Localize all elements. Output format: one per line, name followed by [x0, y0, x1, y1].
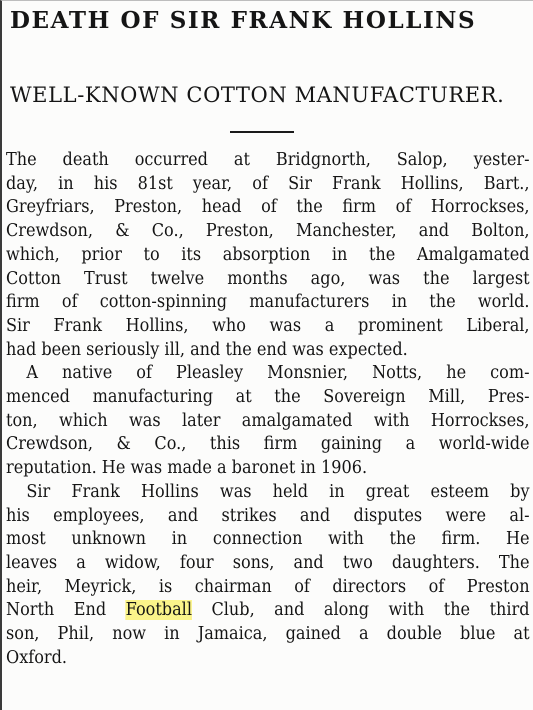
article-line: Oxford. — [6, 647, 68, 668]
article-line: had been seriously ill, and the end was expected. — [6, 339, 408, 360]
article-line: Cotton Trust twelve months ago, was the largest — [6, 268, 530, 289]
article-line: Crewdson, & Co., this firm gaining a world-wide — [6, 434, 530, 455]
article-line: day, in his 81st year, of Sir Frank Hollins, Bart., — [6, 173, 530, 194]
article-line: ton, which was later amalgamated with Horrockses, — [6, 410, 530, 431]
article-line: menced manufacturing at the Sovereign Mill, Pres- — [6, 387, 530, 408]
article-line: Sir Frank Hollins was held in great esteem by — [26, 481, 530, 502]
article-line: Sir Frank Hollins, who was a prominent Liberal, — [6, 315, 530, 336]
article-body — [6, 149, 530, 670]
article-line: his employees, and strikes and disputes were al- — [6, 505, 530, 526]
article-line-highlighted — [6, 599, 530, 623]
article-line: A native of Pleasley Monsnier, Notts, he com- — [26, 363, 530, 384]
subheadline: WELL-KNOWN COTTON MANUFACTURER. — [10, 83, 505, 107]
article-line: which, prior to its absorption in the Amalgamated — [6, 244, 530, 265]
line-text-after: Club, and along with the third — [191, 600, 530, 621]
article-line: son, Phil, now in Jamaica, gained a double blue at — [6, 624, 530, 645]
article-line: Greyfriars, Preston, head of the firm of Horrockses, — [6, 197, 530, 218]
article-line: leaves a widow, four sons, and two daughters. The — [6, 552, 530, 573]
article-line: Crewdson, & Co., Preston, Manchester, and Bolton, — [6, 221, 530, 242]
article-line: reputation. He was made a baronet in 1906. — [6, 458, 368, 479]
section-divider — [230, 131, 294, 133]
article-line: firm of cotton-spinning manufacturers in the world. — [6, 292, 530, 313]
line-text-before: North End — [6, 600, 126, 621]
article-line: heir, Meyrick, is chairman of directors of Preston — [6, 576, 530, 597]
search-highlight: Football — [125, 600, 192, 621]
headline: DEATH OF SIR FRANK HOLLINS — [10, 7, 477, 34]
article-line: The death occurred at Bridgnorth, Salop, yester- — [6, 150, 530, 170]
article-line: most unknown in connection with the firm. He — [6, 529, 530, 550]
